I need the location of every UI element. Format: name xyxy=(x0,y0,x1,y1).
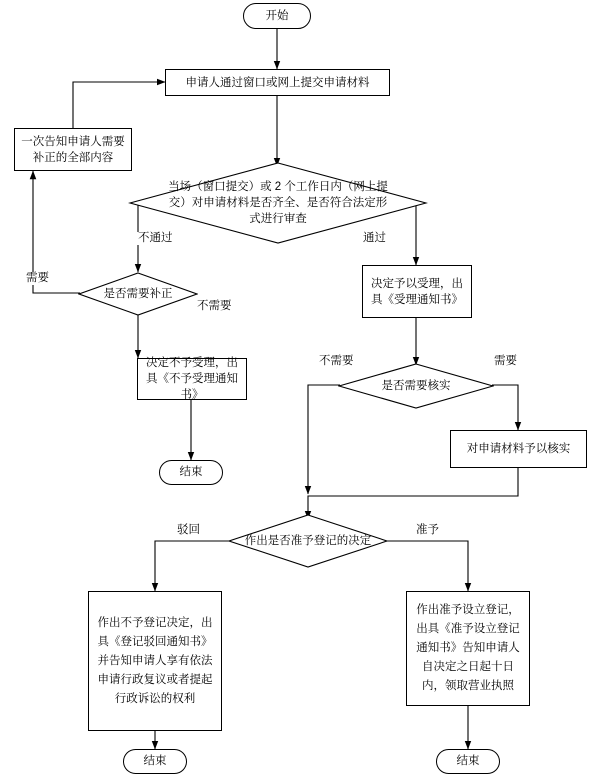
node-review-decision: 当场（窗口提交）或 2 个工作日内（网上提交）对申请材料是否齐全、是否符合法定形式进行审查 xyxy=(128,161,428,245)
node-registration-decision: 作出是否准予登记的决定 xyxy=(228,514,388,568)
node-accept-application: 决定予以受理，出具《受理通知书》 xyxy=(362,265,472,318)
node-end-1: 结束 xyxy=(159,460,223,485)
edge-label-fail: 不通过 xyxy=(138,232,173,244)
edge-label-no-need-correction: 不需要 xyxy=(197,300,232,312)
node-submit-application: 申请人通过窗口或网上提交申请材料 xyxy=(165,69,390,96)
node-need-correction-decision: 是否需要补正 xyxy=(78,272,198,316)
node-end-2: 结束 xyxy=(123,749,187,774)
node-reject-acceptance: 决定不予受理，出具《不予受理通知书》 xyxy=(137,358,247,400)
edge-label-pass: 通过 xyxy=(363,232,386,244)
node-need-verify-decision: 是否需要核实 xyxy=(338,363,494,409)
node-end-3: 结束 xyxy=(436,749,500,774)
node-notify-correction: 一次告知申请人需要补正的全部内容 xyxy=(14,128,132,171)
node-approve-registration: 作出准予设立登记，出具《准予设立登记通知书》告知申请人自决定之日起十日内，领取营业执照 xyxy=(406,591,530,706)
node-reject-registration: 作出不予登记决定，出具《登记驳回通知书》并告知申请人享有依法申请行政复议或者提起行政诉讼的权利 xyxy=(88,591,222,731)
node-verify-materials: 对申请材料予以核实 xyxy=(450,430,587,468)
edge-label-approve: 准予 xyxy=(416,524,439,536)
edge-label-reject: 驳回 xyxy=(177,524,200,536)
node-start: 开始 xyxy=(243,3,311,29)
edge-label-no-need-verify: 不需要 xyxy=(319,355,354,367)
edge-label-need-verify: 需要 xyxy=(494,355,517,367)
edge-label-need-correction: 需要 xyxy=(26,272,49,284)
